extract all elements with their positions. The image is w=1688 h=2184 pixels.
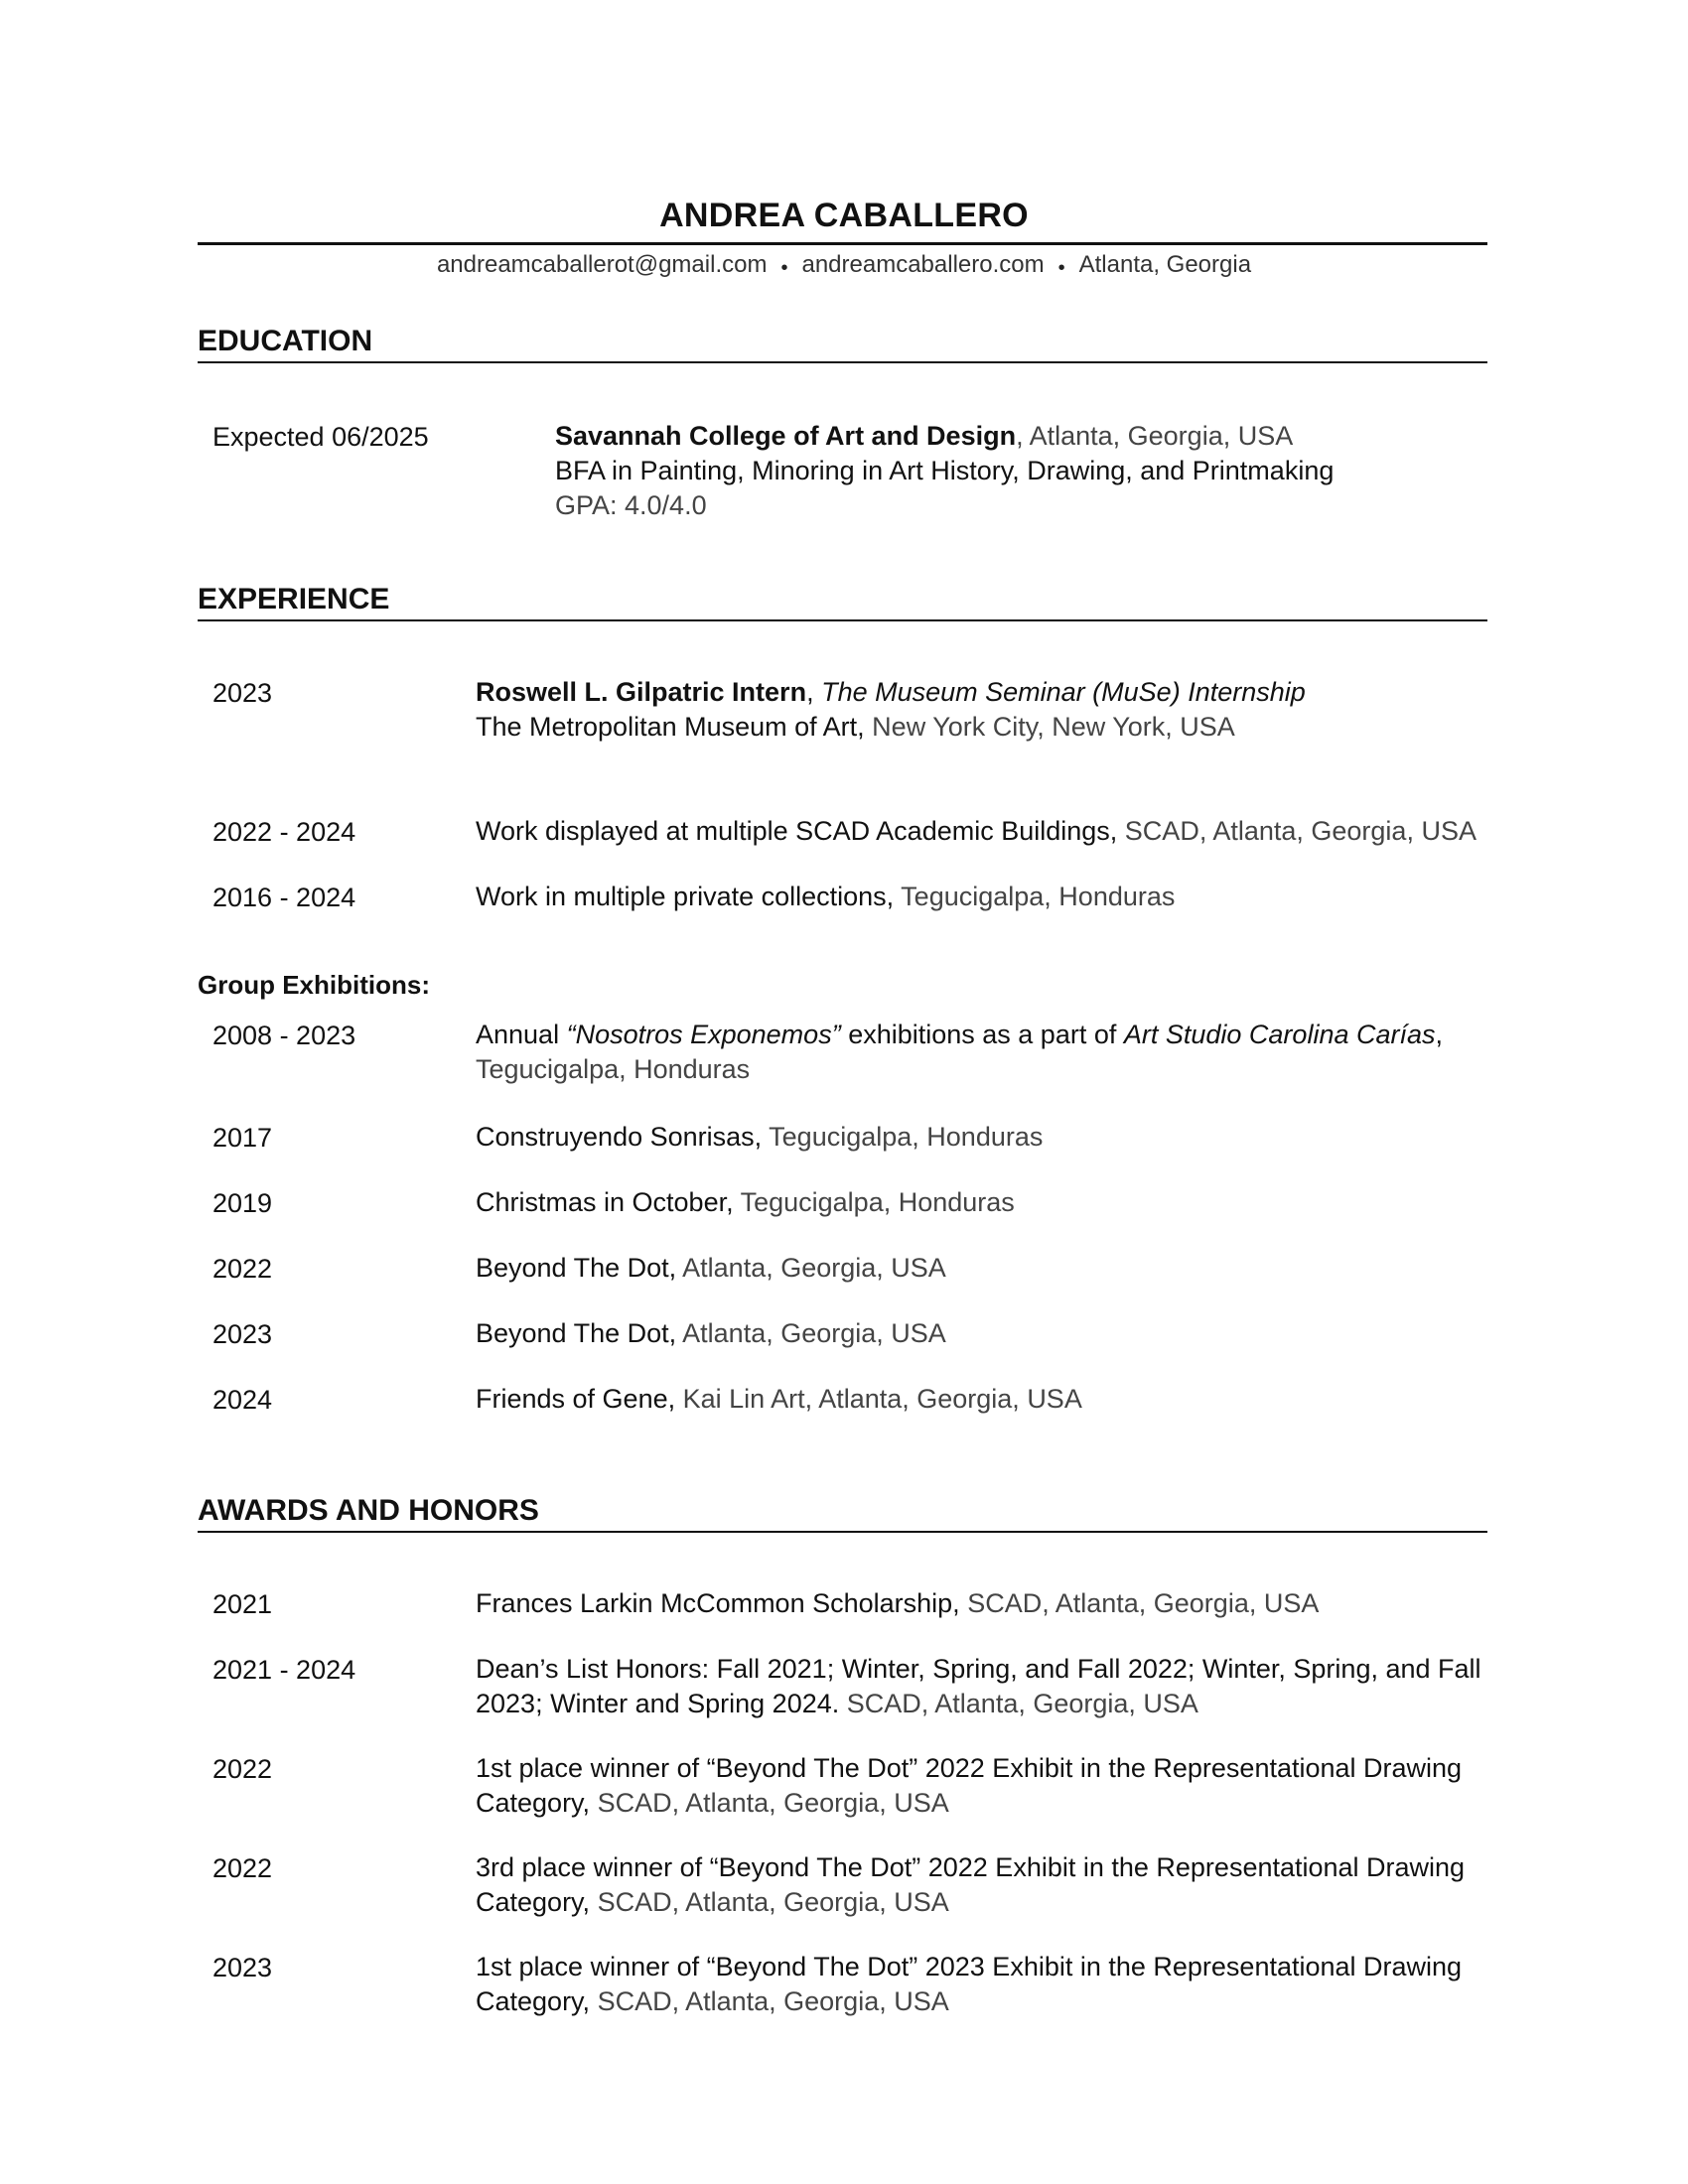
exhibition-date: 2017: [212, 1123, 273, 1153]
separator-dot: •: [1057, 257, 1065, 279]
entry-location: SCAD, Atlanta, Georgia, USA: [1117, 816, 1477, 846]
award-text: Category,: [476, 1986, 591, 2016]
exhibition-date: 2008 - 2023: [212, 1021, 356, 1050]
entry-text: Work displayed at multiple SCAD Academic Buildings,: [476, 816, 1118, 846]
exhibition-location: Atlanta, Georgia, USA: [676, 1318, 946, 1348]
header-rule: [198, 242, 1487, 245]
experience-date: 2023: [212, 678, 273, 708]
exhibition-entry: [476, 1185, 1508, 1220]
education-school-line: [555, 419, 1488, 454]
experience-rule: [198, 619, 1487, 621]
studio-name: Art Studio Carolina Carías: [1123, 1020, 1436, 1049]
education-entry: [555, 419, 1488, 523]
exhibition-date: 2019: [212, 1188, 273, 1218]
award-text: Dean’s List Honors: Fall 2021; Winter, Spring, and Fall 2022; Winter, Spring, and Fall: [476, 1654, 1481, 1684]
entry-text: Work in multiple private collections,: [476, 882, 895, 911]
experience-date: 2016 - 2024: [212, 883, 356, 912]
experience-entry: [476, 880, 1508, 914]
award-text: 3rd place winner of “Beyond The Dot” 2022 Exhibit in the Representational Drawing: [476, 1852, 1466, 1882]
award-date: 2021: [212, 1589, 273, 1619]
separator-dot: •: [780, 257, 788, 279]
exhibition-entry: [476, 1018, 1508, 1087]
award-location: SCAD, Atlanta, Georgia, USA: [590, 1986, 949, 2016]
education-rule: [198, 361, 1487, 363]
exhibition-text: Christmas in October,: [476, 1187, 734, 1217]
education-date: Expected 06/2025: [212, 422, 429, 452]
award-text: 1st place winner of “Beyond The Dot” 2023 Exhibit in the Representational Drawing: [476, 1952, 1463, 1981]
experience-entry: [476, 675, 1508, 745]
school-name: Savannah College of Art and Design: [555, 421, 1017, 451]
award-entry: [476, 1586, 1508, 1621]
degree-line: BFA in Painting, Minoring in Art History, Drawing, and Printmaking: [555, 456, 1335, 485]
contact-line: [0, 251, 1688, 279]
exhibition-date: 2022: [212, 1254, 273, 1284]
award-location: SCAD, Atlanta, Georgia, USA: [959, 1588, 1320, 1618]
award-date: 2022: [212, 1754, 273, 1784]
group-exhibitions-heading: Group Exhibitions:: [198, 970, 430, 1000]
exhibition-location: Atlanta, Georgia, USA: [676, 1253, 946, 1283]
comma: ,: [806, 677, 822, 707]
award-entry: [476, 1850, 1528, 1920]
award-location: SCAD, Atlanta, Georgia, USA: [839, 1689, 1198, 1718]
award-date: 2023: [212, 1953, 273, 1982]
exhibition-location: Kai Lin Art, Atlanta, Georgia, USA: [675, 1384, 1082, 1414]
exhibition-date: 2023: [212, 1319, 273, 1349]
contact-location: Atlanta, Georgia: [1078, 251, 1252, 278]
awards-rule: [198, 1531, 1487, 1533]
exhibition-text: Beyond The Dot,: [476, 1253, 677, 1283]
award-location: SCAD, Atlanta, Georgia, USA: [590, 1887, 949, 1917]
school-location: , Atlanta, Georgia, USA: [1016, 421, 1294, 451]
award-text: 2023; Winter and Spring 2024.: [476, 1689, 840, 1718]
website-link[interactable]: andreamcaballero.com: [801, 251, 1045, 278]
exhibition-entry: [476, 1382, 1508, 1417]
exhibition-location: Tegucigalpa, Honduras: [762, 1122, 1044, 1152]
award-entry: [476, 1950, 1528, 2019]
exhibition-text: Annual: [476, 1020, 567, 1049]
award-entry: [476, 1652, 1528, 1721]
award-date: 2022: [212, 1853, 273, 1883]
email-link[interactable]: andreamcaballerot@gmail.com: [436, 251, 768, 278]
intern-role: Roswell L. Gilpatric Intern: [476, 677, 807, 707]
exhibition-text: Beyond The Dot,: [476, 1318, 677, 1348]
education-heading: EDUCATION: [198, 325, 373, 357]
exhibition-entry: [476, 1251, 1508, 1286]
award-entry: [476, 1751, 1528, 1821]
exhibition-entry: [476, 1120, 1508, 1155]
exhibition-date: 2024: [212, 1385, 273, 1415]
award-text: Category,: [476, 1788, 591, 1818]
experience-entry: [476, 814, 1508, 849]
gpa-line: GPA: 4.0/4.0: [555, 490, 707, 520]
exhibition-text: Construyendo Sonrisas,: [476, 1122, 763, 1152]
resume-name: ANDREA CABALLERO: [659, 197, 1029, 234]
exhibition-title: “Nosotros Exponemos”: [566, 1020, 841, 1049]
intern-org-location: New York City, New York, USA: [864, 712, 1235, 742]
award-date: 2021 - 2024: [212, 1655, 356, 1685]
entry-location: Tegucigalpa, Honduras: [894, 882, 1176, 911]
intern-org: The Metropolitan Museum of Art,: [476, 712, 865, 742]
award-text: Frances Larkin McCommon Scholarship,: [476, 1588, 960, 1618]
exhibition-text: ,: [1435, 1020, 1444, 1049]
exhibition-entry: [476, 1316, 1508, 1351]
award-text: 1st place winner of “Beyond The Dot” 2022 Exhibit in the Representational Drawing: [476, 1753, 1463, 1783]
exhibition-location: Tegucigalpa, Honduras: [733, 1187, 1015, 1217]
award-location: SCAD, Atlanta, Georgia, USA: [590, 1788, 949, 1818]
experience-date: 2022 - 2024: [212, 817, 356, 847]
award-text: Category,: [476, 1887, 591, 1917]
awards-heading: AWARDS AND HONORS: [198, 1494, 539, 1527]
exhibition-text: Friends of Gene,: [476, 1384, 676, 1414]
intern-program: The Museum Seminar (MuSe) Internship: [821, 677, 1306, 707]
exhibition-text: exhibitions as a part of: [840, 1020, 1124, 1049]
experience-heading: EXPERIENCE: [198, 583, 390, 615]
exhibition-location: Tegucigalpa, Honduras: [476, 1054, 751, 1084]
